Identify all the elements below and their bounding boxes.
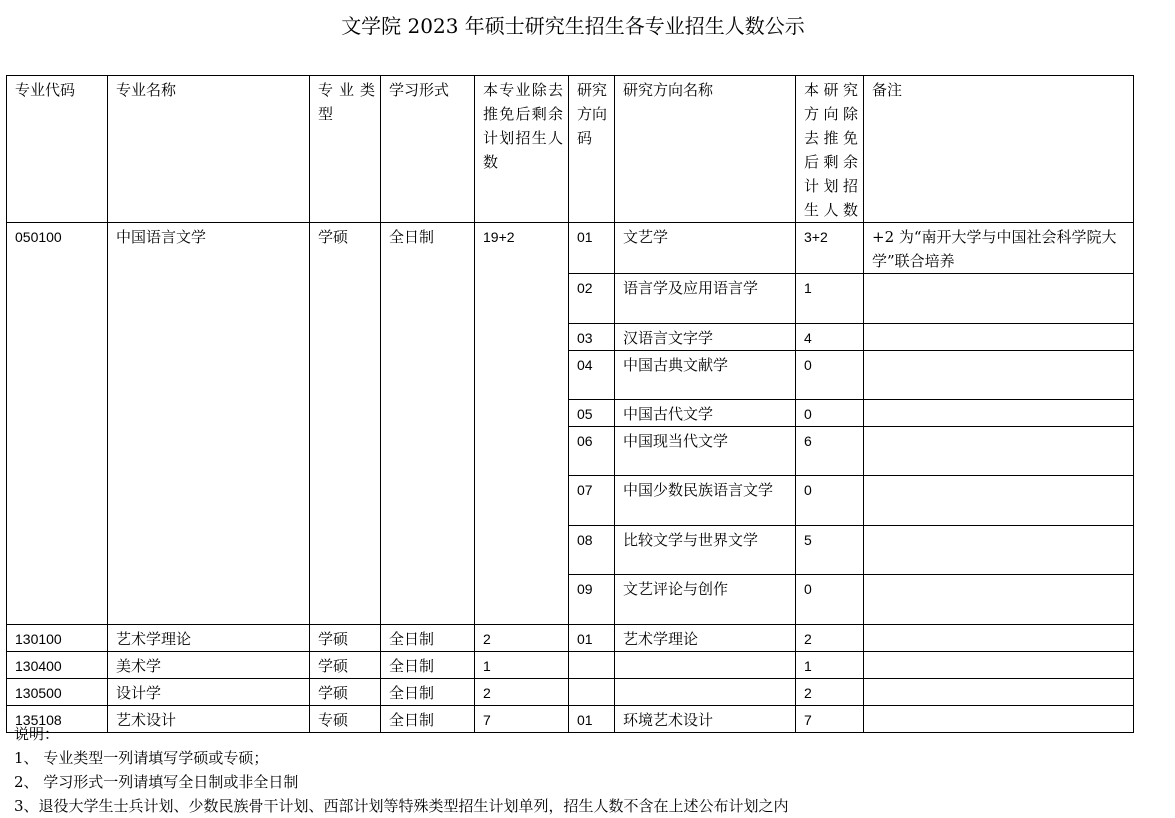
direction-quota: 6 — [796, 427, 864, 476]
note-item: 1、 专业类型一列请填写学硕或专硕； — [14, 749, 269, 767]
major-name: 中国语言文学 — [108, 223, 310, 625]
direction-name: 比较文学与世界文学 — [615, 526, 796, 575]
direction-quota: 1 — [796, 652, 864, 679]
direction-quota: 1 — [796, 274, 864, 324]
major-type: 学硕 — [310, 652, 381, 679]
direction-code: 07 — [569, 476, 615, 526]
header-dir-quota: 本研究方向除去推免后剩余计划招生人数 — [796, 76, 864, 223]
direction-quota: 0 — [796, 575, 864, 625]
direction-quota: 2 — [796, 625, 864, 652]
direction-quota: 3+2 — [796, 223, 864, 274]
major-quota: 1 — [475, 652, 569, 679]
header-dir-name: 研究方向名称 — [615, 76, 796, 223]
major-type: 学硕 — [310, 679, 381, 706]
notes-heading: 说明： — [14, 725, 60, 743]
header-mode: 学习形式 — [381, 76, 475, 223]
major-quota: 7 — [475, 706, 569, 733]
major-code: 130500 — [7, 679, 108, 706]
study-mode: 全日制 — [381, 223, 475, 625]
table-row — [7, 652, 1134, 679]
header-note: 备注 — [864, 76, 1134, 223]
direction-quota: 5 — [796, 526, 864, 575]
direction-name: 文艺学 — [615, 223, 796, 274]
direction-quota: 4 — [796, 324, 864, 351]
direction-code: 01 — [569, 706, 615, 733]
direction-code: 04 — [569, 351, 615, 400]
direction-name: 中国古典文献学 — [615, 351, 796, 400]
major-code: 130400 — [7, 652, 108, 679]
direction-code: 06 — [569, 427, 615, 476]
direction-name: 语言学及应用语言学 — [615, 274, 796, 324]
direction-name: 中国少数民族语言文学 — [615, 476, 796, 526]
direction-note — [864, 400, 1134, 427]
direction-code: 01 — [569, 625, 615, 652]
major-name: 艺术设计 — [108, 706, 310, 733]
direction-name: 文艺评论与创作 — [615, 575, 796, 625]
direction-note: +2 为“南开大学与中国社会科学院大学”联合培养 — [864, 223, 1134, 274]
major-type: 学硕 — [310, 625, 381, 652]
direction-note — [864, 526, 1134, 575]
note-item: 3、退役大学生士兵计划、少数民族骨干计划、西部计划等特殊类型招生计划单列，招生人数不含在上述公布计划之内 — [14, 797, 789, 815]
direction-note — [864, 679, 1134, 706]
major-name: 美术学 — [108, 652, 310, 679]
major-quota: 2 — [475, 625, 569, 652]
direction-name — [615, 652, 796, 679]
direction-note — [864, 575, 1134, 625]
direction-name: 中国现当代文学 — [615, 427, 796, 476]
study-mode: 全日制 — [381, 625, 475, 652]
enrollment-table — [6, 75, 1134, 733]
direction-note — [864, 274, 1134, 324]
page-title: 文学院 2023 年硕士研究生招生各专业招生人数公示 — [341, 14, 805, 38]
major-type: 专硕 — [310, 706, 381, 733]
direction-code: 01 — [569, 223, 615, 274]
direction-code — [569, 679, 615, 706]
direction-code: 02 — [569, 274, 615, 324]
major-quota: 19+2 — [475, 223, 569, 625]
direction-note — [864, 706, 1134, 733]
notes-section — [14, 722, 789, 818]
table-row — [7, 625, 1134, 652]
direction-note — [864, 625, 1134, 652]
table-row — [7, 223, 1134, 274]
direction-code: 05 — [569, 400, 615, 427]
table-row — [7, 679, 1134, 706]
header-type: 专业类型 — [310, 76, 381, 223]
major-code: 130100 — [7, 625, 108, 652]
direction-code: 08 — [569, 526, 615, 575]
header-row — [7, 76, 1134, 223]
study-mode: 全日制 — [381, 706, 475, 733]
major-quota: 2 — [475, 679, 569, 706]
header-dir-code: 研究方向码 — [569, 76, 615, 223]
note-item: 2、 学习形式一列请填写全日制或非全日制 — [14, 773, 299, 791]
major-type: 学硕 — [310, 223, 381, 625]
major-name: 设计学 — [108, 679, 310, 706]
direction-name: 中国古代文学 — [615, 400, 796, 427]
major-code: 135108 — [7, 706, 108, 733]
direction-name — [615, 679, 796, 706]
direction-code: 03 — [569, 324, 615, 351]
header-name: 专业名称 — [108, 76, 310, 223]
header-quota: 本专业除去推免后剩余计划招生人数 — [475, 76, 569, 223]
direction-note — [864, 351, 1134, 400]
direction-note — [864, 324, 1134, 351]
direction-name: 艺术学理论 — [615, 625, 796, 652]
header-code: 专业代码 — [7, 76, 108, 223]
direction-note — [864, 652, 1134, 679]
direction-code: 09 — [569, 575, 615, 625]
direction-quota: 0 — [796, 351, 864, 400]
major-code: 050100 — [7, 223, 108, 625]
direction-quota: 7 — [796, 706, 864, 733]
study-mode: 全日制 — [381, 652, 475, 679]
major-name: 艺术学理论 — [108, 625, 310, 652]
direction-name: 环境艺术设计 — [615, 706, 796, 733]
direction-note — [864, 427, 1134, 476]
direction-quota: 0 — [796, 476, 864, 526]
direction-quota: 2 — [796, 679, 864, 706]
direction-note — [864, 476, 1134, 526]
direction-quota: 0 — [796, 400, 864, 427]
study-mode: 全日制 — [381, 679, 475, 706]
direction-name: 汉语言文字学 — [615, 324, 796, 351]
direction-code — [569, 652, 615, 679]
